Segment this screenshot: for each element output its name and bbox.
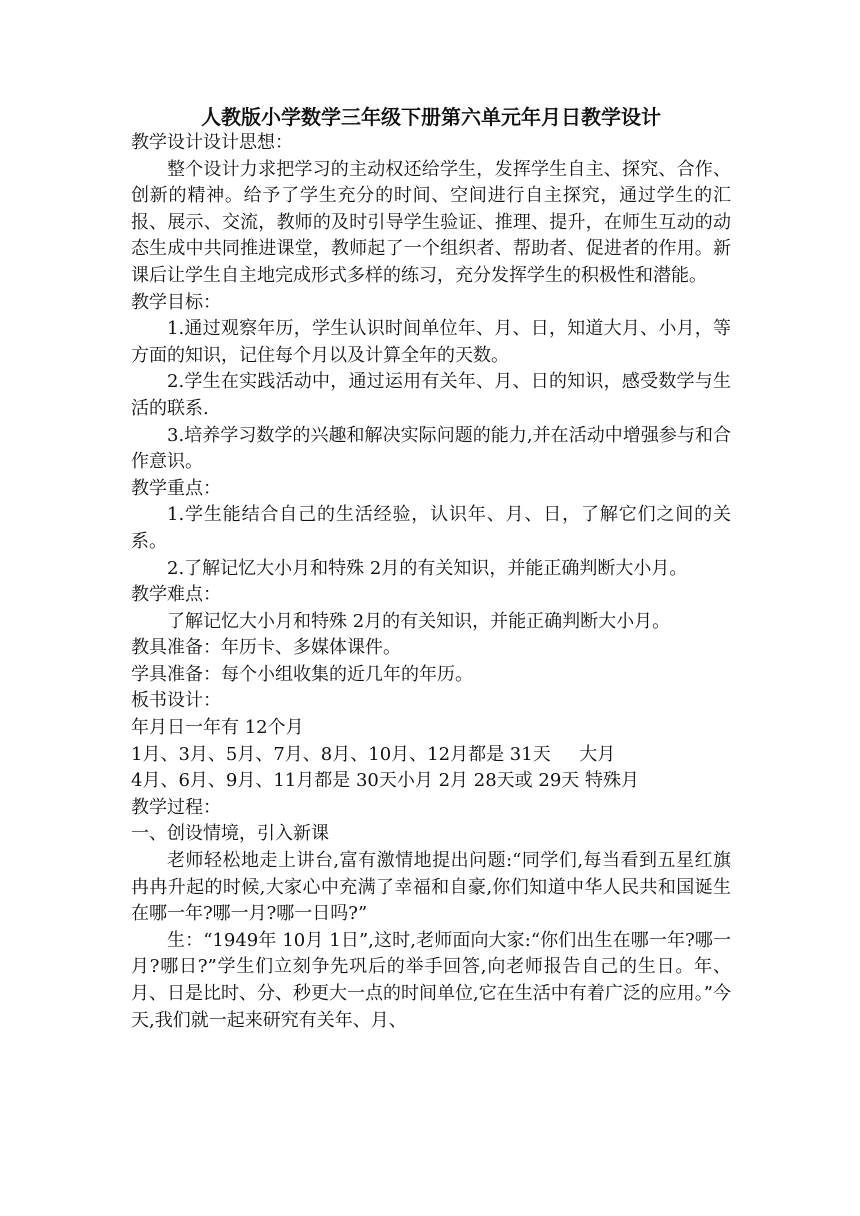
board-line-1: 年月日一年有 12个月 [131, 717, 304, 739]
key-point-2: 2.了解记忆大小月和特殊 2月的有关知识，并能正确判断大小月。 [167, 557, 688, 579]
goal-item-3: 3.培养学习数学的兴趣和解决实际问题的能力,并在活动中增强参与和合作意识。 [131, 424, 731, 473]
goal-item-2: 2.学生在实践活动中，通过运用有关年、月、日的知识，感受数学与生活的联系. [131, 371, 731, 419]
student-tools: 学具准备：每个小组收集的近几年的年历。 [131, 663, 473, 685]
document-page [131, 104, 731, 1034]
goal-item-1: 1.通过观察年历，学生认识时间单位年、月、日，知道大月、小月，等方面的知识，记住每个月以及计算全年的天数。 [131, 318, 731, 366]
difficulty-item: 了解记忆大小月和特殊 2月的有关知识，并能正确判断大小月。 [167, 610, 671, 632]
key-points-heading: 教学重点： [131, 477, 221, 499]
board-design-heading: 板书设计： [131, 690, 221, 712]
process-heading: 教学过程： [131, 796, 221, 818]
difficulty-heading: 教学难点： [131, 584, 221, 606]
process-paragraph-1: 老师轻松地走上讲台,富有激情地提出问题:“同学们,每当看到五星红旗冉冉升起的时候,大家心中充满了幸福和自豪,你们知道中华人民共和国诞生在哪一年?哪一月?哪一日吗?” [131, 850, 731, 925]
board-line-3: 4月、6月、9月、11月都是 30天小月 2月 28天或 29天 特殊月 [131, 770, 640, 792]
design-thinking-heading: 教学设计设计思想： [131, 132, 293, 153]
process-paragraph-2: 生：“1949年 10月 1日”,这时,老师面向大家:“你们出生在哪一年?哪一月?哪日?”学生们立刻争先巩后的举手回答,向老师报告自己的生日。年、月、日是比时、分、秒更大一点的时间单位,它在生活中有着广泛的应用。”今天,我们就一起来研究有关年、月、 [131, 929, 731, 1031]
teacher-tools: 教具准备：年历卡、多媒体课件。 [131, 637, 401, 659]
process-subheading-1: 一、创设情境，引入新课 [131, 823, 329, 845]
design-thinking-body: 整个设计力求把学习的主动权还给学生，发挥学生自主、探究、合作、创新的精神。给予了学生充分的时间、空间进行自主探究，通过学生的汇报、展示、交流，教师的及时引导学生验证、推理、提升，在师生互动的动态生成中共同推进课堂，教师起了一个组织者、帮助者、促进者的作用。新课后让学生自主地完成形式多样的练习，充分发挥学生的积极性和潜能。 [131, 158, 731, 286]
document-title: 人教版小学数学三年级下册第六单元年月日教学设计 [201, 105, 661, 129]
board-line-2: 1月、3月、5月、7月、8月、10月、12月都是 31天 大月 [131, 743, 616, 765]
key-point-1: 1.学生能结合自己的生活经验，认识年、月、日，了解它们之间的关系。 [131, 504, 731, 552]
goals-heading: 教学目标： [131, 291, 221, 313]
